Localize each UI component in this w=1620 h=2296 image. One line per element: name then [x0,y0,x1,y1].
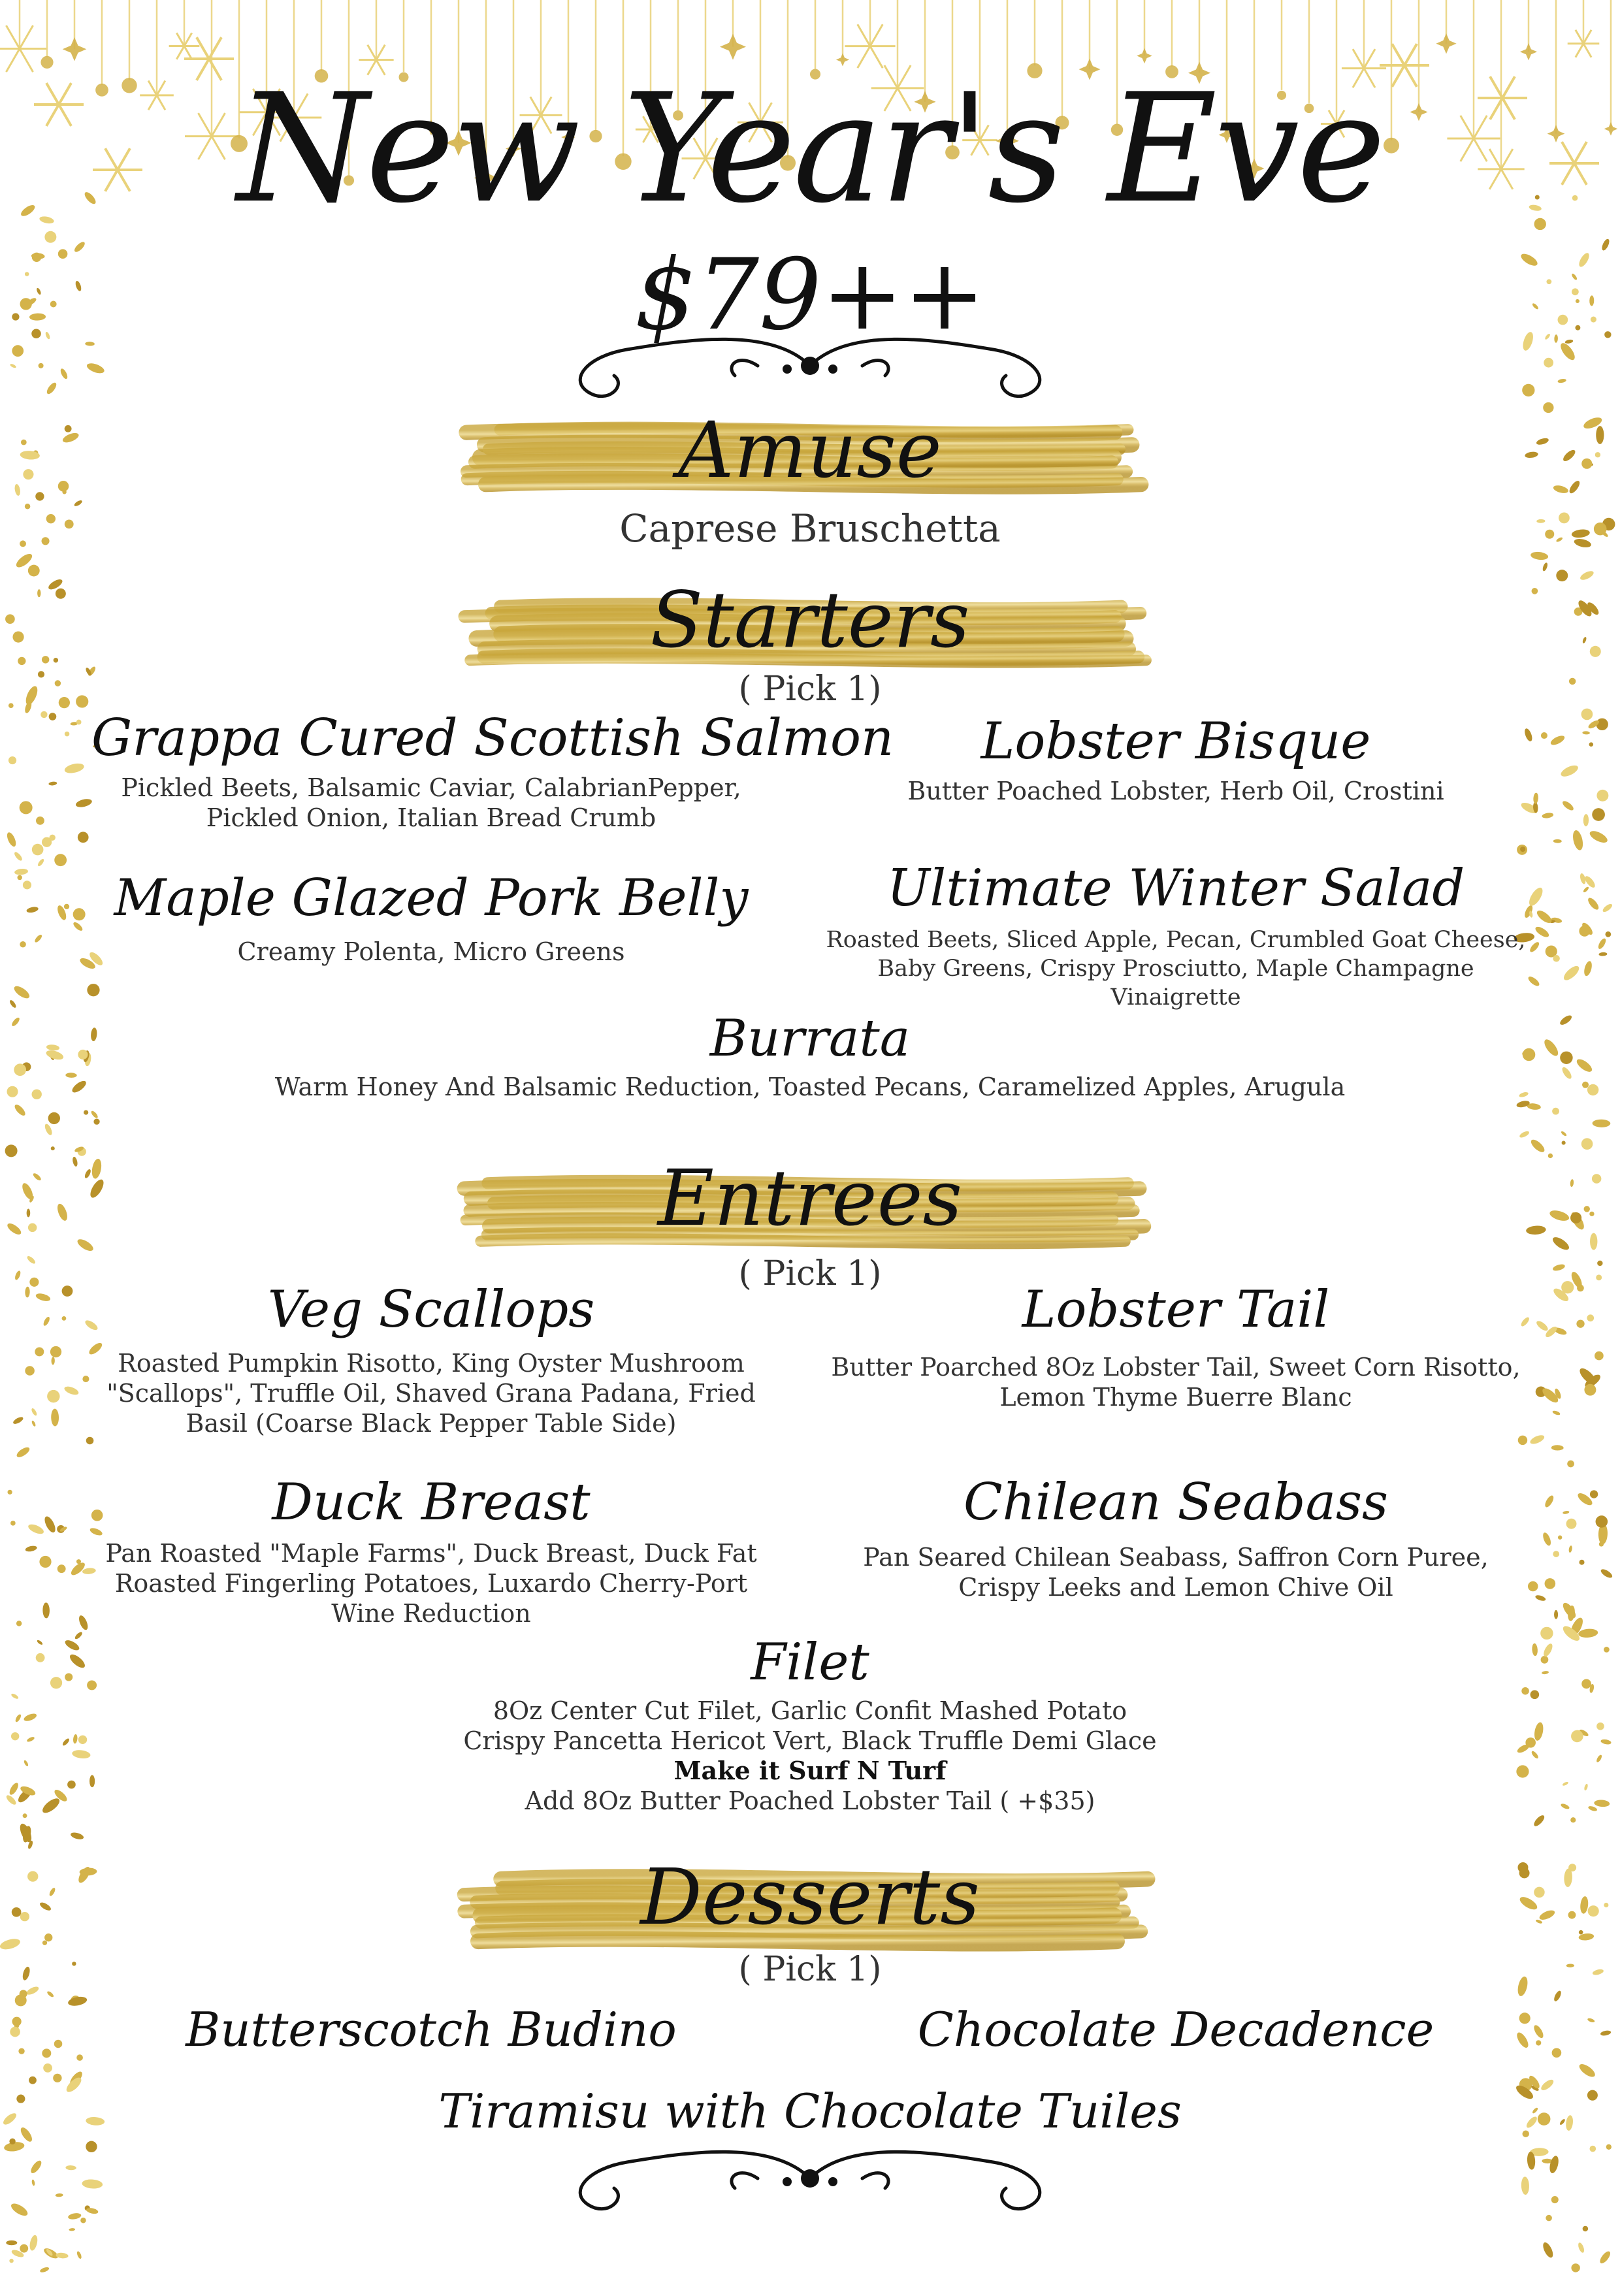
entree-item [91,1280,771,1438]
dish-description-line: Baby Greens, Crispy Prosciutto, Maple Champagne Vinaigrette [877,956,1474,1011]
desserts-pick-note: ( Pick 1) [738,1950,882,1989]
dish-description-line: Roasted Fingerling Potatoes, Luxardo Cherry-Port [114,1569,748,1598]
dish-name: Ultimate Winter Salad [886,859,1465,918]
dish-description-line: Creamy Polenta, Micro Greens [237,937,625,966]
starter-item [91,709,894,833]
dish-description-line: Lemon Thyme Buerre Blanc [999,1383,1352,1412]
entrees-pick-note: ( Pick 1) [738,1254,882,1293]
amuse-item: Caprese Bruschetta [619,506,1001,551]
dish-description-line: 8Oz Center Cut Filet, Garlic Confit Mashed Potato [493,1696,1127,1725]
entree-item [91,1473,771,1628]
dish-description [823,926,1529,1012]
dish-description [823,1352,1529,1412]
section-title-desserts: Desserts [640,1852,980,1942]
surf-n-turf-upgrade-desc: Add 8Oz Butter Poached Lobster Tail ( +$35) [525,1787,1095,1815]
dish-description [91,1538,771,1628]
dish-description [131,1072,1489,1102]
dish-description-line: Basil (Coarse Black Pepper Table Side) [186,1409,677,1438]
menu-price: $79++ [634,238,986,352]
dish-name: Chilean Seabass [963,1473,1389,1532]
dish-description-line: Wine Reduction [331,1599,531,1628]
starter-item [91,869,771,967]
dish-description-line: Warm Honey And Balsamic Reduction, Toasted Pecans, Caramelized Apples, Arugula [274,1073,1346,1101]
dish-description-line: "Scallops", Truffle Oil, Shaved Grana Padana, Fried [106,1379,756,1408]
dish-description [823,776,1529,806]
entree-item [131,1633,1489,1816]
dish-name: Grappa Cured Scottish Salmon [91,709,894,768]
dish-name: Lobster Tail [1022,1280,1330,1339]
menu-title: New Year's Eve [236,62,1384,236]
dish-description [823,1542,1529,1602]
starters-pick-note: ( Pick 1) [738,670,882,709]
entree-item [823,1473,1529,1602]
dish-description-line: Roasted Beets, Sliced Apple, Pecan, Crumbled Goat Cheese, [826,927,1526,953]
dish-description-line: Crispy Pancetta Hericot Vert, Black Truffle Demi Glace [463,1726,1157,1755]
dessert-item: Butterscotch Budino [186,2002,677,2057]
section-title-entrees: Entrees [657,1153,963,1243]
dish-description-line: Butter Poarched 8Oz Lobster Tail, Sweet Corn Risotto, [831,1353,1521,1382]
dish-name: Filet [751,1633,869,1692]
dish-description-line: Crispy Leeks and Lemon Chive Oil [958,1573,1393,1602]
dish-description-line: Pickled Beets, Balsamic Caviar, CalabrianPepper, [121,773,741,802]
dish-description [91,1348,771,1438]
dish-description [131,1696,1489,1816]
surf-n-turf-upgrade-title: Make it Surf N Turf [673,1756,947,1785]
dish-description-line: Roasted Pumpkin Risotto, King Oyster Mushroom [118,1349,745,1378]
flourish-divider-bottom [580,2152,1040,2208]
dish-description-line: Pickled Onion, Italian Bread Crumb [206,803,656,832]
starter-item [823,712,1529,806]
dessert-item: Chocolate Decadence [917,2002,1434,2057]
dish-description [91,773,771,833]
dish-description [91,937,771,967]
section-title-amuse: Amuse [678,405,942,495]
dish-name: Lobster Bisque [980,712,1371,771]
dish-name: Burrata [709,1009,911,1068]
section-title-starters: Starters [650,575,970,665]
dessert-item: Tiramisu with Chocolate Tuiles [438,2084,1182,2139]
dish-name: Duck Breast [272,1473,591,1532]
starter-item [131,1009,1489,1102]
dish-description-line: Pan Roasted "Maple Farms", Duck Breast, Duck Fat [105,1539,757,1568]
dish-name: Maple Glazed Pork Belly [114,869,749,928]
dish-description-line: Pan Seared Chilean Seabass, Saffron Corn Puree, [863,1543,1489,1572]
dish-name: Veg Scallops [267,1280,595,1339]
entree-item [823,1280,1529,1412]
starter-item [823,859,1529,1012]
dish-description-line: Butter Poached Lobster, Herb Oil, Crostini [907,777,1444,805]
